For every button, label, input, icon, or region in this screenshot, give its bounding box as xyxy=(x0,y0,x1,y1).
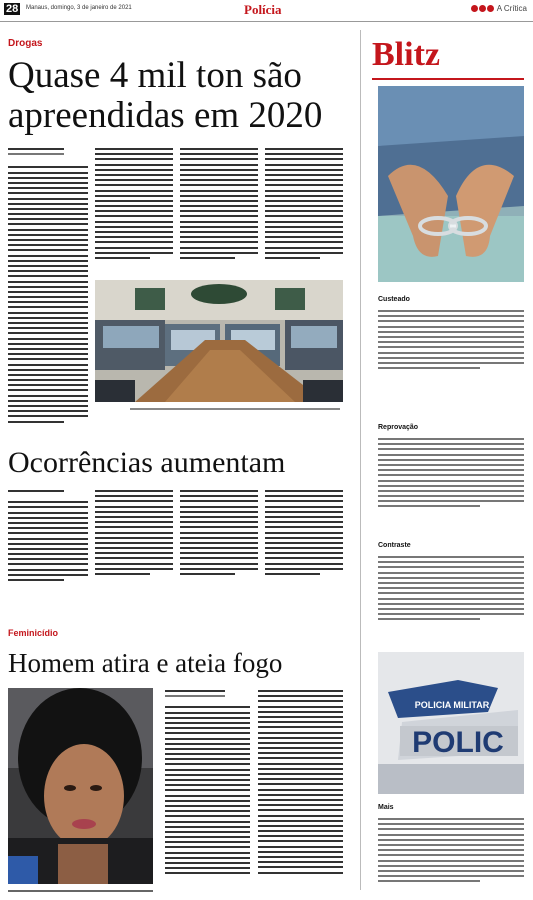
brand-dot-icon xyxy=(487,5,494,12)
svg-text:POLIC: POLIC xyxy=(412,726,504,759)
handcuffs-photo xyxy=(378,86,524,282)
story3-kicker: Feminicídio xyxy=(8,628,59,638)
sidebar-item-body xyxy=(378,438,524,511)
police-car-text: POLICIA MILITAR xyxy=(414,700,490,710)
brand-name: A Crítica xyxy=(496,4,527,13)
victim-photo-caption xyxy=(8,890,153,895)
story1-column-1 xyxy=(8,148,88,426)
page-header xyxy=(0,0,533,22)
sidebar-item-body xyxy=(378,310,524,372)
page-number: 28 xyxy=(6,3,19,15)
sidebar-item-body xyxy=(378,556,524,623)
story2-column-2 xyxy=(95,490,173,578)
drug-seizure-photo xyxy=(95,280,343,402)
sidebar-item-heading: Custeado xyxy=(378,296,410,303)
byline xyxy=(8,153,64,155)
brand-dot-icon xyxy=(479,5,486,12)
story1-headline-line2: apreendidas em 2020 xyxy=(8,95,323,136)
byline xyxy=(8,148,64,150)
story3-column-2 xyxy=(258,690,343,877)
story1-column-2 xyxy=(95,148,173,262)
brand xyxy=(471,4,527,13)
story3-column-1 xyxy=(165,690,250,878)
story1-column-3 xyxy=(180,148,258,262)
story1-headline xyxy=(8,56,322,136)
dateline: Manaus, domingo, 3 de janeiro de 2021 xyxy=(26,5,132,11)
sidebar-item-heading: Contraste xyxy=(378,542,411,549)
victim-photo xyxy=(8,688,153,884)
column-divider xyxy=(360,30,361,890)
drug-seizure-image xyxy=(95,280,343,402)
story1-column-4 xyxy=(265,148,343,262)
photo-caption xyxy=(130,408,340,413)
story2-column-3 xyxy=(180,490,258,578)
sidebar-item-heading: Reprovação xyxy=(378,424,419,431)
story1-headline-line1: Quase 4 mil ton são xyxy=(8,55,302,96)
police-car-image xyxy=(378,652,524,794)
sidebar-title: Blitz xyxy=(372,36,440,73)
story2-headline: Ocorrências aumentam xyxy=(8,446,286,479)
story2-column-4 xyxy=(265,490,343,578)
victim-image xyxy=(8,688,153,884)
sidebar-item-heading: Mais xyxy=(378,804,394,811)
sidebar-item-body xyxy=(378,818,524,885)
story2-column-1 xyxy=(8,490,88,584)
police-car-photo xyxy=(378,652,524,794)
sidebar-rule xyxy=(372,78,524,80)
story3-headline: Homem atira e ateia fogo xyxy=(8,648,283,678)
story1-kicker: Drogas xyxy=(8,38,43,49)
section-name: Polícia xyxy=(244,2,282,17)
brand-dot-icon xyxy=(471,5,478,12)
handcuffs-image xyxy=(378,86,524,282)
